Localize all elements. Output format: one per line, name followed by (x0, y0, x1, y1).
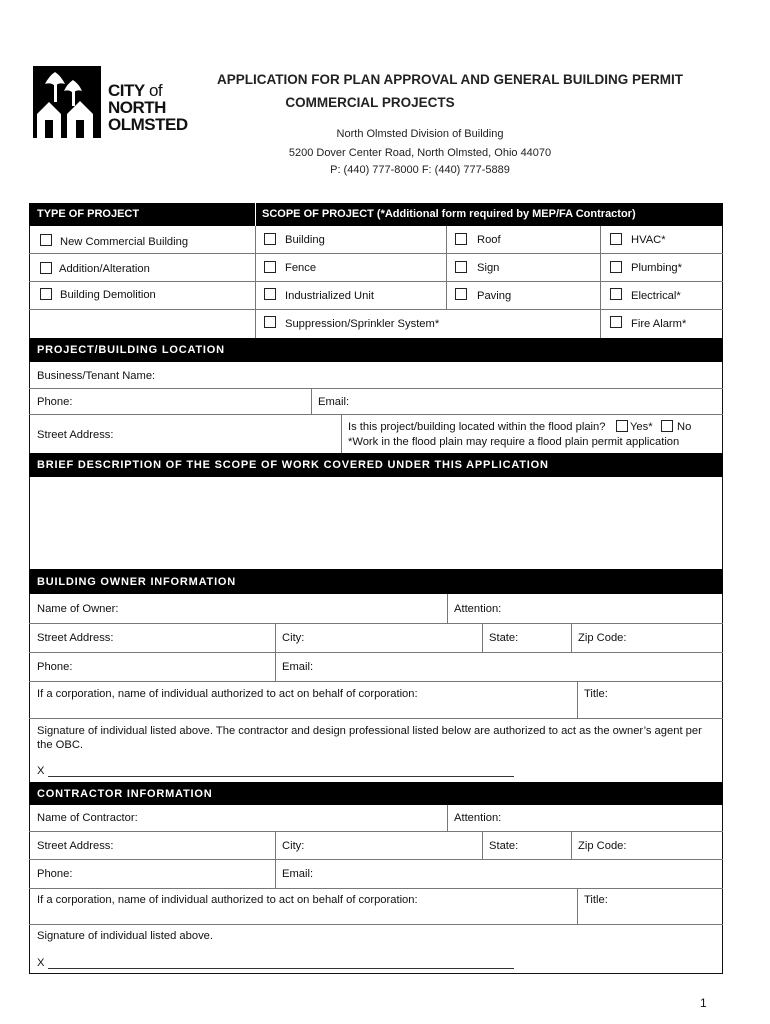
contractor-street-address-label: Street Address: (37, 840, 114, 852)
building-label: Building (285, 234, 325, 246)
divider (255, 226, 256, 338)
page-title: APPLICATION FOR PLAN APPROVAL AND GENERAL BUILDING PERMIT (216, 72, 683, 87)
owner-city-label: City: (282, 632, 305, 644)
divider (29, 652, 723, 653)
section-header-owner (29, 569, 723, 594)
building-checkbox[interactable] (264, 233, 276, 245)
divider (29, 309, 723, 310)
sign-label: Sign (477, 262, 500, 274)
divider (577, 888, 578, 924)
divider (600, 226, 601, 338)
building-demolition-label: Building Demolition (60, 289, 156, 301)
divider (29, 718, 723, 719)
divider (29, 414, 723, 415)
contractor-email-label: Email: (282, 868, 314, 880)
divider (29, 924, 723, 925)
location-phone-label: Phone: (37, 396, 73, 408)
building-demolition-checkbox[interactable] (40, 288, 52, 300)
hvac-label: HVAC* (631, 234, 666, 246)
header-divider (255, 203, 256, 226)
divider (29, 623, 723, 624)
flood-plain-note: *Work in the flood plain may require a flood plain permit application (348, 436, 680, 448)
description-heading: BRIEF DESCRIPTION OF THE SCOPE OF WORK COVERED UNDER THIS APPLICATION (37, 459, 549, 471)
plumbing-checkbox[interactable] (610, 261, 622, 273)
contractor-corporation-label: If a corporation, name of individual authorized to act on behalf of corporation: (37, 894, 418, 906)
paving-checkbox[interactable] (455, 288, 467, 300)
fire-alarm-label: Fire Alarm* (631, 318, 687, 330)
divider (29, 253, 723, 254)
scope-of-project-heading: SCOPE OF PROJECT (*Additional form required by MEP/FA Contractor) (262, 208, 636, 220)
industrialized-unit-label: Industrialized Unit (285, 290, 374, 302)
electrical-checkbox[interactable] (610, 288, 622, 300)
contractor-name-label: Name of Contractor: (37, 812, 138, 824)
contractor-signature-text: Signature of individual listed above. (37, 930, 214, 942)
contractor-signature-x: X (37, 957, 45, 969)
business-tenant-name-label: Business/Tenant Name: (37, 370, 156, 382)
type-of-project-heading: TYPE OF PROJECT (37, 208, 140, 220)
roof-checkbox[interactable] (455, 233, 467, 245)
logo-wordmark: CITY of NORTH OLMSTED (108, 81, 188, 134)
contractor-zip-code-label: Zip Code: (578, 840, 627, 852)
suppression-sprinkler-label: Suppression/Sprinkler System* (285, 318, 440, 330)
divider (29, 888, 723, 889)
flood-plain-no-label: No (677, 421, 692, 433)
contractor-attention-label: Attention: (454, 812, 502, 824)
flood-plain-yes-checkbox[interactable] (616, 420, 628, 432)
fire-alarm-checkbox[interactable] (610, 316, 622, 328)
divider (29, 681, 723, 682)
owner-email-label: Email: (282, 661, 314, 673)
divider (571, 831, 572, 859)
industrialized-unit-checkbox[interactable] (264, 288, 276, 300)
location-street-address-label: Street Address: (37, 429, 114, 441)
divider (447, 805, 448, 831)
owner-signature-line[interactable] (48, 776, 514, 777)
contractor-state-label: State: (489, 840, 519, 852)
contractor-heading: CONTRACTOR INFORMATION (37, 788, 213, 800)
divider (311, 388, 312, 414)
addition-alteration-label: Addition/Alteration (59, 263, 150, 275)
division-address: 5200 Dover Center Road, North Olmsted, Ohio 44070 (288, 147, 552, 159)
flood-plain-no-checkbox[interactable] (661, 420, 673, 432)
contractor-signature-line[interactable] (48, 968, 514, 969)
houses-logo-icon (33, 66, 108, 142)
section-header-contractor (29, 782, 723, 805)
divider (571, 623, 572, 652)
fence-label: Fence (285, 262, 317, 274)
divider (29, 831, 723, 832)
divider (29, 281, 723, 282)
section-header-location (29, 338, 723, 362)
division-name: North Olmsted Division of Building (336, 128, 504, 140)
contractor-city-label: City: (282, 840, 305, 852)
location-email-label: Email: (318, 396, 350, 408)
roof-label: Roof (477, 234, 501, 246)
owner-corporation-label: If a corporation, name of individual authorized to act on behalf of corporation: (37, 688, 418, 700)
owner-heading: BUILDING OWNER INFORMATION (37, 576, 237, 588)
sign-checkbox[interactable] (455, 261, 467, 273)
owner-name-label: Name of Owner: (37, 603, 119, 615)
owner-signature-x: X (37, 765, 45, 777)
contractor-phone-label: Phone: (37, 868, 73, 880)
division-phone: P: (440) 777-8000 F: (440) 777-5889 (330, 164, 510, 176)
divider (29, 859, 723, 860)
location-heading: PROJECT/BUILDING LOCATION (37, 344, 225, 356)
flood-plain-yes-label: Yes* (630, 421, 653, 433)
contractor-title-label: Title: (584, 894, 608, 906)
owner-phone-label: Phone: (37, 661, 73, 673)
fence-checkbox[interactable] (264, 261, 276, 273)
electrical-label: Electrical* (631, 290, 681, 302)
page-number: 1 (700, 996, 707, 1010)
divider (577, 681, 578, 718)
owner-zip-code-label: Zip Code: (578, 632, 627, 644)
owner-attention-label: Attention: (454, 603, 502, 615)
new-commercial-building-label: New Commercial Building (60, 236, 189, 248)
owner-signature-text-cont: the OBC. (37, 739, 84, 751)
section-header-description (29, 453, 723, 477)
page-subtitle: COMMERCIAL PROJECTS (285, 95, 455, 110)
owner-signature-text: Signature of individual listed above. The contractor and design professional listed below are authorized to act as the owner’s agent per (37, 725, 702, 737)
divider (446, 226, 447, 310)
plumbing-label: Plumbing* (631, 262, 682, 274)
hvac-checkbox[interactable] (610, 233, 622, 245)
addition-alteration-checkbox[interactable] (40, 262, 52, 274)
new-commercial-building-checkbox[interactable] (40, 234, 52, 246)
divider (482, 623, 483, 652)
divider (341, 414, 342, 453)
flood-plain-question: Is this project/building located within the flood plain? (348, 421, 606, 433)
paving-label: Paving (477, 290, 512, 302)
owner-street-address-label: Street Address: (37, 632, 114, 644)
suppression-sprinkler-checkbox[interactable] (264, 316, 276, 328)
scope-description-textarea[interactable] (31, 477, 721, 569)
owner-title-label: Title: (584, 688, 608, 700)
divider (482, 831, 483, 859)
owner-state-label: State: (489, 632, 519, 644)
divider (447, 594, 448, 623)
divider (29, 388, 723, 389)
